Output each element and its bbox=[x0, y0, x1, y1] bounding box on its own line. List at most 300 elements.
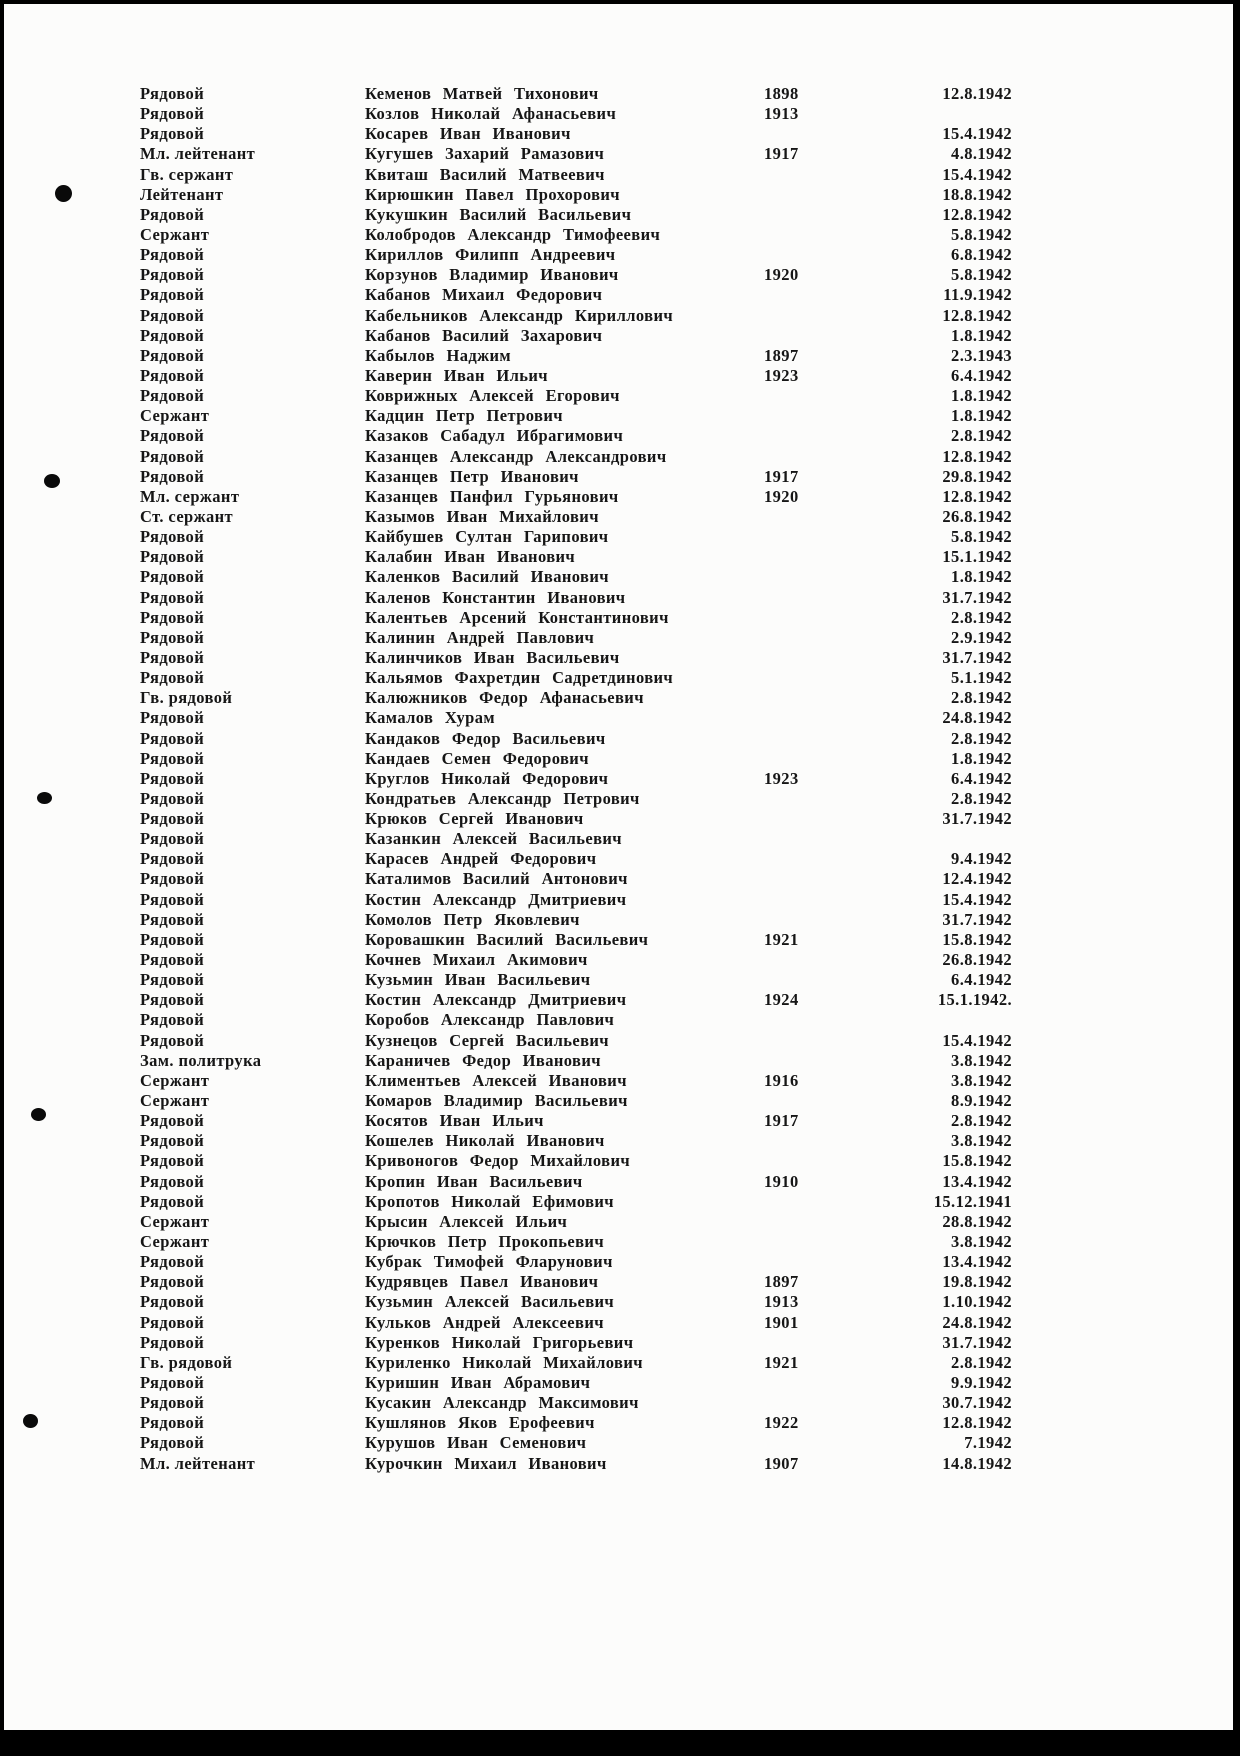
rank-cell: Рядовой bbox=[140, 1272, 205, 1292]
name-cell: Кубрак Тимофей Фларунович bbox=[365, 1252, 613, 1272]
date-cell: 1.8.1942 bbox=[951, 748, 1012, 768]
table-row bbox=[0, 326, 1240, 346]
table-row bbox=[0, 608, 1240, 628]
rank-cell: Рядовой bbox=[140, 889, 205, 909]
table-row bbox=[0, 1131, 1240, 1151]
date-cell: 12.8.1942 bbox=[942, 486, 1012, 506]
date-cell: 12.4.1942 bbox=[942, 869, 1012, 889]
table-row bbox=[0, 1151, 1240, 1171]
table-row bbox=[0, 729, 1240, 749]
rank-cell: Рядовой bbox=[140, 587, 205, 607]
table-row bbox=[0, 1212, 1240, 1232]
name-cell: Кабанов Михаил Федорович bbox=[365, 285, 603, 305]
table-row bbox=[0, 1313, 1240, 1333]
table-row bbox=[0, 708, 1240, 728]
rank-cell: Рядовой bbox=[140, 788, 205, 808]
table-row bbox=[0, 346, 1240, 366]
table-row bbox=[0, 930, 1240, 950]
birth-year-cell: 1916 bbox=[764, 1070, 799, 1090]
name-cell: Кабельников Александр Кириллович bbox=[365, 305, 674, 325]
date-cell: 5.1.1942 bbox=[951, 668, 1012, 688]
name-cell: Кукушкин Василий Васильевич bbox=[365, 204, 632, 224]
date-cell: 2.8.1942 bbox=[951, 728, 1012, 748]
rank-cell: Рядовой bbox=[140, 426, 205, 446]
birth-year-cell: 1913 bbox=[764, 1292, 799, 1312]
date-cell: 30.7.1942 bbox=[942, 1393, 1012, 1413]
rank-cell: Рядовой bbox=[140, 446, 205, 466]
birth-year-cell: 1920 bbox=[764, 486, 799, 506]
date-cell: 15.1.1942 bbox=[942, 547, 1012, 567]
date-cell: 7.1942 bbox=[964, 1433, 1012, 1453]
rank-cell: Рядовой bbox=[140, 527, 205, 547]
date-cell: 18.8.1942 bbox=[942, 184, 1012, 204]
rank-cell: Рядовой bbox=[140, 950, 205, 970]
date-cell: 15.8.1942 bbox=[942, 1151, 1012, 1171]
rank-cell: Рядовой bbox=[140, 929, 205, 949]
rank-cell: Рядовой bbox=[140, 668, 205, 688]
birth-year-cell: 1897 bbox=[764, 1272, 799, 1292]
name-cell: Куришин Иван Абрамович bbox=[365, 1373, 591, 1392]
name-cell: Каленов Константин Иванович bbox=[365, 587, 626, 607]
name-cell: Карасев Андрей Федорович bbox=[365, 849, 597, 869]
rank-cell: Рядовой bbox=[140, 245, 205, 265]
table-row bbox=[0, 950, 1240, 970]
rank-cell: Рядовой bbox=[140, 1252, 205, 1272]
rank-cell: Рядовой bbox=[140, 627, 205, 647]
name-cell: Калинчиков Иван Васильевич bbox=[365, 647, 620, 667]
rank-cell: Рядовой bbox=[140, 1131, 205, 1151]
date-cell: 8.9.1942 bbox=[951, 1091, 1012, 1111]
rank-cell: Рядовой bbox=[140, 1292, 205, 1312]
date-cell: 2.8.1942 bbox=[951, 1352, 1012, 1372]
name-cell: Куриленко Николай Михайлович bbox=[365, 1352, 643, 1372]
table-row bbox=[0, 829, 1240, 849]
rank-cell: Рядовой bbox=[140, 909, 205, 929]
rank-cell: Рядовой bbox=[140, 124, 205, 144]
name-cell: Куренков Николай Григорьевич bbox=[365, 1332, 634, 1352]
name-cell: Кабанов Василий Захарович bbox=[365, 325, 603, 345]
rank-cell: Рядовой bbox=[140, 386, 205, 406]
table-row bbox=[0, 265, 1240, 285]
date-cell: 15.12.1941 bbox=[933, 1191, 1012, 1211]
table-row bbox=[0, 1051, 1240, 1071]
name-cell: Кропотов Николай Ефимович bbox=[365, 1191, 615, 1211]
date-cell: 13.4.1942 bbox=[942, 1252, 1012, 1272]
date-cell: 1.10.1942 bbox=[942, 1292, 1012, 1312]
rank-cell: Рядовой bbox=[140, 1191, 205, 1211]
rank-cell: Рядовой bbox=[140, 748, 205, 768]
date-cell: 3.8.1942 bbox=[951, 1050, 1012, 1070]
date-cell: 2.8.1942 bbox=[951, 1111, 1012, 1131]
rank-cell: Рядовой bbox=[140, 547, 205, 567]
rank-cell: Рядовой bbox=[140, 325, 205, 345]
table-row bbox=[0, 366, 1240, 386]
ink-dot bbox=[44, 474, 60, 488]
table-row bbox=[0, 84, 1240, 104]
date-cell: 12.8.1942 bbox=[942, 305, 1012, 325]
date-cell: 1.8.1942 bbox=[951, 406, 1012, 426]
date-cell: 13.4.1942 bbox=[942, 1171, 1012, 1191]
rank-cell: Рядовой bbox=[140, 829, 205, 849]
birth-year-cell: 1923 bbox=[764, 365, 799, 385]
table-row bbox=[0, 1031, 1240, 1051]
table-row bbox=[0, 1454, 1240, 1474]
rank-cell: Сержант bbox=[140, 1091, 210, 1111]
name-cell: Кандаев Семен Федорович bbox=[365, 748, 589, 768]
name-cell: Кузнецов Сергей Васильевич bbox=[365, 1030, 610, 1050]
birth-year-cell: 1897 bbox=[764, 345, 799, 365]
date-cell: 15.4.1942 bbox=[942, 889, 1012, 909]
name-cell: Калабин Иван Иванович bbox=[365, 547, 576, 567]
table-row bbox=[0, 1111, 1240, 1131]
table-row bbox=[0, 809, 1240, 829]
name-cell: Костин Александр Дмитриевич bbox=[365, 889, 627, 909]
date-cell: 3.8.1942 bbox=[951, 1070, 1012, 1090]
date-cell: 6.4.1942 bbox=[951, 768, 1012, 788]
date-cell: 26.8.1942 bbox=[942, 506, 1012, 526]
name-cell: Калюжников Федор Афанасьевич bbox=[365, 688, 644, 708]
date-cell: 2.8.1942 bbox=[951, 688, 1012, 708]
birth-year-cell: 1907 bbox=[764, 1453, 799, 1473]
name-cell: Курушов Иван Семенович bbox=[365, 1433, 587, 1453]
table-row bbox=[0, 144, 1240, 164]
name-cell: Кугушев Захарий Рамазович bbox=[365, 144, 605, 164]
rank-cell: Рядовой bbox=[140, 1111, 205, 1131]
name-cell: Колобродов Александр Тимофеевич bbox=[365, 224, 661, 244]
date-cell: 9.9.1942 bbox=[951, 1373, 1012, 1392]
date-cell: 3.8.1942 bbox=[951, 1232, 1012, 1252]
name-cell: Косятов Иван Ильич bbox=[365, 1111, 544, 1131]
rank-cell: Сержант bbox=[140, 1070, 210, 1090]
table-row bbox=[0, 990, 1240, 1010]
rank-cell: Рядовой bbox=[140, 567, 205, 587]
rank-cell: Рядовой bbox=[140, 970, 205, 990]
date-cell: 2.9.1942 bbox=[951, 627, 1012, 647]
name-cell: Кузьмин Алексей Васильевич bbox=[365, 1292, 615, 1312]
rank-cell: Рядовой bbox=[140, 104, 205, 124]
name-cell: Кочнев Михаил Акимович bbox=[365, 950, 588, 970]
rank-cell: Рядовой bbox=[140, 285, 205, 305]
table-row bbox=[0, 527, 1240, 547]
date-cell: 15.4.1942 bbox=[942, 1030, 1012, 1050]
name-cell: Кандаков Федор Васильевич bbox=[365, 728, 606, 748]
date-cell: 5.8.1942 bbox=[951, 224, 1012, 244]
ink-dot bbox=[55, 185, 72, 202]
table-row bbox=[0, 1433, 1240, 1453]
name-cell: Косарев Иван Иванович bbox=[365, 124, 571, 144]
rank-cell: Рядовой bbox=[140, 1010, 205, 1030]
name-cell: Казаков Сабадул Ибрагимович bbox=[365, 426, 624, 446]
date-cell: 15.8.1942 bbox=[942, 929, 1012, 949]
table-row bbox=[0, 225, 1240, 245]
name-cell: Казымов Иван Михайлович bbox=[365, 506, 599, 526]
name-cell: Калентьев Арсений Константинович bbox=[365, 607, 669, 627]
table-row bbox=[0, 547, 1240, 567]
name-cell: Козлов Николай Афанасьевич bbox=[365, 104, 617, 124]
table-row bbox=[0, 1373, 1240, 1393]
table-row bbox=[0, 1172, 1240, 1192]
birth-year-cell: 1922 bbox=[764, 1413, 799, 1433]
birth-year-cell: 1924 bbox=[764, 990, 799, 1010]
ink-dot bbox=[31, 1108, 46, 1121]
date-cell: 2.3.1943 bbox=[951, 345, 1012, 365]
rank-cell: Мл. сержант bbox=[140, 486, 240, 506]
name-cell: Курочкин Михаил Иванович bbox=[365, 1453, 607, 1473]
birth-year-cell: 1917 bbox=[764, 144, 799, 164]
birth-year-cell: 1921 bbox=[764, 1352, 799, 1372]
rank-cell: Сержант bbox=[140, 1232, 210, 1252]
date-cell: 11.9.1942 bbox=[943, 285, 1012, 305]
name-cell: Казанцев Александр Александрович bbox=[365, 446, 667, 466]
date-cell: 5.8.1942 bbox=[951, 527, 1012, 547]
date-cell: 24.8.1942 bbox=[942, 708, 1012, 728]
rank-cell: Рядовой bbox=[140, 305, 205, 325]
table-row bbox=[0, 104, 1240, 124]
table-row bbox=[0, 789, 1240, 809]
rank-cell: Рядовой bbox=[140, 466, 205, 486]
rank-cell: Зам. политрука bbox=[140, 1050, 262, 1070]
date-cell: 14.8.1942 bbox=[942, 1453, 1012, 1473]
table-row bbox=[0, 970, 1240, 990]
date-cell: 3.8.1942 bbox=[951, 1131, 1012, 1151]
name-cell: Коровашкин Василий Васильевич bbox=[365, 929, 649, 949]
birth-year-cell: 1901 bbox=[764, 1312, 799, 1332]
date-cell: 1.8.1942 bbox=[951, 567, 1012, 587]
rank-cell: Рядовой bbox=[140, 849, 205, 869]
name-cell: Кириллов Филипп Андреевич bbox=[365, 245, 616, 265]
name-cell: Комаров Владимир Васильевич bbox=[365, 1091, 628, 1111]
name-cell: Калинин Андрей Павлович bbox=[365, 627, 595, 647]
date-cell: 24.8.1942 bbox=[942, 1312, 1012, 1332]
rank-cell: Рядовой bbox=[140, 1030, 205, 1050]
date-cell: 2.8.1942 bbox=[951, 426, 1012, 446]
rank-cell: Рядовой bbox=[140, 365, 205, 385]
date-cell: 28.8.1942 bbox=[942, 1211, 1012, 1231]
name-cell: Крысин Алексей Ильич bbox=[365, 1211, 568, 1231]
date-cell: 6.4.1942 bbox=[951, 365, 1012, 385]
rank-cell: Рядовой bbox=[140, 84, 205, 103]
date-cell: 31.7.1942 bbox=[942, 809, 1012, 829]
ink-dot bbox=[23, 1414, 38, 1428]
table-row bbox=[0, 1252, 1240, 1272]
table-row bbox=[0, 668, 1240, 688]
rank-cell: Рядовой bbox=[140, 708, 205, 728]
table-row bbox=[0, 628, 1240, 648]
date-cell: 2.8.1942 bbox=[951, 788, 1012, 808]
rank-cell: Мл. лейтенант bbox=[140, 144, 256, 164]
date-cell: 31.7.1942 bbox=[942, 1332, 1012, 1352]
table-row bbox=[0, 1353, 1240, 1373]
name-cell: Коврижных Алексей Егорович bbox=[365, 386, 620, 406]
table-row bbox=[0, 487, 1240, 507]
rank-cell: Рядовой bbox=[140, 647, 205, 667]
date-cell: 12.8.1942 bbox=[942, 446, 1012, 466]
date-cell: 15.4.1942 bbox=[942, 164, 1012, 184]
name-cell: Кульков Андрей Алексеевич bbox=[365, 1312, 604, 1332]
date-cell: 15.4.1942 bbox=[942, 124, 1012, 144]
table-row bbox=[0, 688, 1240, 708]
birth-year-cell: 1913 bbox=[764, 104, 799, 124]
table-row bbox=[0, 124, 1240, 144]
date-cell: 5.8.1942 bbox=[951, 265, 1012, 285]
rank-cell: Рядовой bbox=[140, 1393, 205, 1413]
date-cell: 6.8.1942 bbox=[951, 245, 1012, 265]
table-row bbox=[0, 426, 1240, 446]
name-cell: Каверин Иван Ильич bbox=[365, 365, 549, 385]
rank-cell: Рядовой bbox=[140, 1413, 205, 1433]
name-cell: Коробов Александр Павлович bbox=[365, 1010, 615, 1030]
table-row bbox=[0, 406, 1240, 426]
table-row bbox=[0, 1010, 1240, 1030]
ink-dot bbox=[37, 792, 52, 804]
table-row bbox=[0, 567, 1240, 587]
table-row bbox=[0, 285, 1240, 305]
date-cell: 1.8.1942 bbox=[951, 386, 1012, 406]
birth-year-cell: 1920 bbox=[764, 265, 799, 285]
name-cell: Кеменов Матвей Тихонович bbox=[365, 84, 599, 103]
date-cell: 6.4.1942 bbox=[951, 970, 1012, 990]
rank-cell: Рядовой bbox=[140, 728, 205, 748]
date-cell: 12.8.1942 bbox=[942, 1413, 1012, 1433]
name-cell: Костин Александр Дмитриевич bbox=[365, 990, 627, 1010]
date-cell: 31.7.1942 bbox=[942, 647, 1012, 667]
table-row bbox=[0, 1413, 1240, 1433]
name-cell: Крюков Сергей Иванович bbox=[365, 809, 584, 829]
name-cell: Крючков Петр Прокопьевич bbox=[365, 1232, 605, 1252]
name-cell: Каталимов Василий Антонович bbox=[365, 869, 628, 889]
name-cell: Кошелев Николай Иванович bbox=[365, 1131, 605, 1151]
name-cell: Корзунов Владимир Иванович bbox=[365, 265, 619, 285]
table-row bbox=[0, 165, 1240, 185]
rank-cell: Сержант bbox=[140, 406, 210, 426]
rank-cell: Рядовой bbox=[140, 204, 205, 224]
date-cell: 15.1.1942. bbox=[937, 990, 1012, 1010]
name-cell: Кушлянов Яков Ерофеевич bbox=[365, 1413, 595, 1433]
rank-cell: Рядовой bbox=[140, 990, 205, 1010]
date-cell: 26.8.1942 bbox=[942, 950, 1012, 970]
rank-cell: Рядовой bbox=[140, 265, 205, 285]
name-cell: Казанцев Панфил Гурьянович bbox=[365, 486, 619, 506]
name-cell: Кондратьев Александр Петрович bbox=[365, 788, 640, 808]
table-row bbox=[0, 1091, 1240, 1111]
rank-cell: Гв. сержант bbox=[140, 164, 234, 184]
scan-edge-top bbox=[0, 0, 1240, 4]
rank-cell: Мл. лейтенант bbox=[140, 1453, 256, 1473]
table-row bbox=[0, 769, 1240, 789]
table-row bbox=[0, 467, 1240, 487]
rank-cell: Рядовой bbox=[140, 768, 205, 788]
table-row bbox=[0, 1272, 1240, 1292]
rank-cell: Гв. рядовой bbox=[140, 1352, 233, 1372]
name-cell: Каленков Василий Иванович bbox=[365, 567, 609, 587]
birth-year-cell: 1923 bbox=[764, 768, 799, 788]
table-row bbox=[0, 306, 1240, 326]
rank-cell: Рядовой bbox=[140, 1312, 205, 1332]
name-cell: Кропин Иван Васильевич bbox=[365, 1171, 583, 1191]
name-cell: Кудрявцев Павел Иванович bbox=[365, 1272, 599, 1292]
rank-cell: Рядовой bbox=[140, 1171, 205, 1191]
table-row bbox=[0, 749, 1240, 769]
table-row bbox=[0, 869, 1240, 889]
name-cell: Кривоногов Федор Михайлович bbox=[365, 1151, 631, 1171]
name-cell: Казанцев Петр Иванович bbox=[365, 466, 579, 486]
date-cell: 31.7.1942 bbox=[942, 909, 1012, 929]
table-row bbox=[0, 1393, 1240, 1413]
name-cell: Климентьев Алексей Иванович bbox=[365, 1070, 627, 1090]
name-cell: Кайбушев Султан Гарипович bbox=[365, 527, 609, 547]
name-cell: Казанкин Алексей Васильевич bbox=[365, 829, 623, 849]
rank-cell: Рядовой bbox=[140, 809, 205, 829]
rank-cell: Рядовой bbox=[140, 1332, 205, 1352]
name-cell: Кальямов Фахретдин Садретдинович bbox=[365, 668, 674, 688]
date-cell: 19.8.1942 bbox=[942, 1272, 1012, 1292]
scan-edge-bottom bbox=[0, 1730, 1240, 1756]
table-row bbox=[0, 447, 1240, 467]
table-row bbox=[0, 1333, 1240, 1353]
table-row bbox=[0, 507, 1240, 527]
table-row bbox=[0, 1071, 1240, 1091]
rank-cell: Рядовой bbox=[140, 607, 205, 627]
name-cell: Кабылов Наджим bbox=[365, 345, 512, 365]
table-row bbox=[0, 386, 1240, 406]
name-cell: Камалов Хурам bbox=[365, 708, 496, 728]
date-cell: 1.8.1942 bbox=[951, 325, 1012, 345]
table-row bbox=[0, 588, 1240, 608]
table-row bbox=[0, 1232, 1240, 1252]
rank-cell: Сержант bbox=[140, 224, 210, 244]
date-cell: 12.8.1942 bbox=[942, 204, 1012, 224]
date-cell: 12.8.1942 bbox=[942, 84, 1012, 103]
table-row bbox=[0, 245, 1240, 265]
rank-cell: Рядовой bbox=[140, 1151, 205, 1171]
birth-year-cell: 1910 bbox=[764, 1171, 799, 1191]
birth-year-cell: 1921 bbox=[764, 929, 799, 949]
date-cell: 2.8.1942 bbox=[951, 607, 1012, 627]
date-cell: 9.4.1942 bbox=[951, 849, 1012, 869]
table-row bbox=[0, 849, 1240, 869]
table-row bbox=[0, 648, 1240, 668]
date-cell: 29.8.1942 bbox=[942, 466, 1012, 486]
birth-year-cell: 1898 bbox=[764, 84, 799, 103]
table-row bbox=[0, 1292, 1240, 1312]
name-cell: Круглов Николай Федорович bbox=[365, 768, 609, 788]
birth-year-cell: 1917 bbox=[764, 466, 799, 486]
name-cell: Кусакин Александр Максимович bbox=[365, 1393, 639, 1413]
table-row bbox=[0, 1192, 1240, 1212]
rank-cell: Лейтенант bbox=[140, 184, 224, 204]
name-cell: Кирюшкин Павел Прохорович bbox=[365, 184, 620, 204]
name-cell: Кузьмин Иван Васильевич bbox=[365, 970, 591, 990]
personnel-list bbox=[0, 84, 1240, 1474]
rank-cell: Рядовой bbox=[140, 345, 205, 365]
rank-cell: Ст. сержант bbox=[140, 506, 234, 526]
rank-cell: Сержант bbox=[140, 1211, 210, 1231]
rank-cell: Рядовой bbox=[140, 869, 205, 889]
birth-year-cell: 1917 bbox=[764, 1111, 799, 1131]
rank-cell: Рядовой bbox=[140, 1373, 205, 1392]
name-cell: Квиташ Василий Матвеевич bbox=[365, 164, 605, 184]
name-cell: Комолов Петр Яковлевич bbox=[365, 909, 580, 929]
date-cell: 31.7.1942 bbox=[942, 587, 1012, 607]
date-cell: 4.8.1942 bbox=[951, 144, 1012, 164]
table-row bbox=[0, 910, 1240, 930]
rank-cell: Рядовой bbox=[140, 1433, 205, 1453]
table-row bbox=[0, 185, 1240, 205]
table-row bbox=[0, 205, 1240, 225]
rank-cell: Гв. рядовой bbox=[140, 688, 233, 708]
name-cell: Кадцин Петр Петрович bbox=[365, 406, 563, 426]
table-row bbox=[0, 890, 1240, 910]
